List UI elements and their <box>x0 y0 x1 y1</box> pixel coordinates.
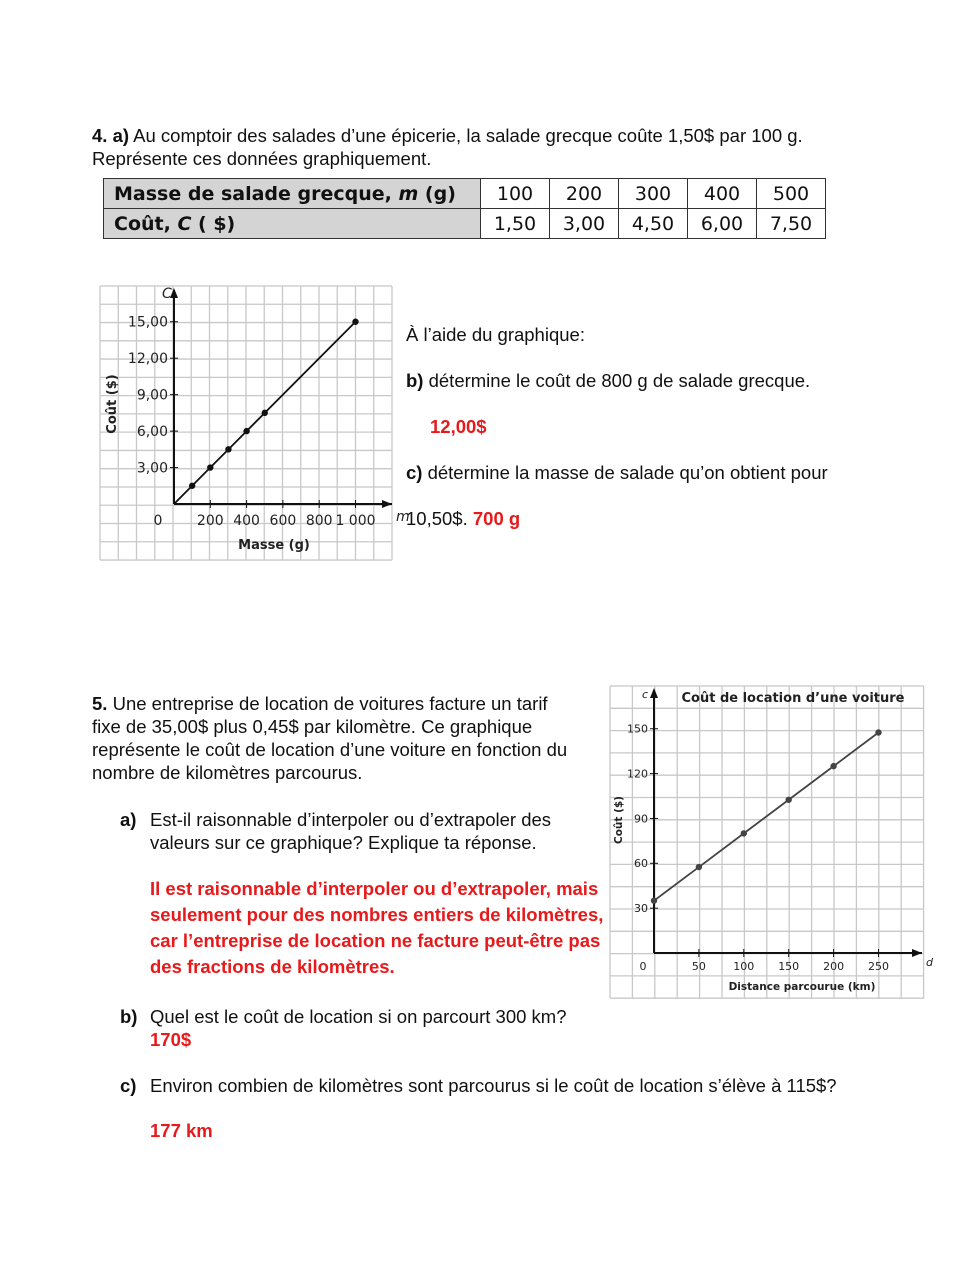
q4-b: b) détermine le coût de 800 g de salade grecque. <box>406 370 811 391</box>
y-tick-label: 9,00 <box>136 387 168 404</box>
y-tick-label: 150 <box>627 722 648 736</box>
x-axis-arrow-icon <box>382 500 392 508</box>
y-tick-label: 60 <box>634 857 648 871</box>
origin-label: 0 <box>153 513 163 529</box>
x-axis-title: Masse (g) <box>238 538 310 553</box>
q5-a-text: Est-il raisonnable d’interpoler ou d’extrapoler des valeurs sur ce graphique? Explique ta réponse. <box>150 809 552 853</box>
y-tick-label: 15,00 <box>127 314 168 331</box>
q5-c: Environ combien de kilomètres sont parcourus si le coût de location s’élève à 115$? <box>150 1075 837 1096</box>
q4-c: c) détermine la masse de salade qu’on obtient pour <box>406 462 828 483</box>
y-axis-arrow-icon <box>650 688 658 698</box>
y-var-label: c <box>642 688 649 701</box>
data-point <box>262 410 268 416</box>
q4-intro: 4. a) Au comptoir des salades d’une épicerie, la salade grecque coûte 1,50$ par 100 g. Représente ces données graphiquement. <box>92 125 803 169</box>
data-point <box>207 464 213 470</box>
row-header-cout: Coût, C ( $) <box>104 209 481 239</box>
table-cell: 400 <box>688 179 757 209</box>
table-cell: 3,00 <box>550 209 619 239</box>
table-cell: 300 <box>619 179 688 209</box>
q5-a-answer: Il est raisonnable d’interpoler ou d’extrapoler, mais seulement pour des nombres entiers de kilomètres, car l’entreprise de location ne facture peut-être pas des fractions de kilomètres. <box>150 878 604 977</box>
row-header-masse: Masse de salade grecque, m (g) <box>104 179 481 209</box>
x-tick-label: 1 000 <box>335 513 376 529</box>
chart-title: Coût de location d’une voiture <box>681 691 905 706</box>
y-axis-title: Coût ($) <box>613 796 625 844</box>
y-tick-label: 90 <box>634 812 648 826</box>
data-point <box>243 428 249 434</box>
q4-c-answer: 700 g <box>472 508 521 529</box>
x-tick-label: 100 <box>733 960 755 973</box>
q5-c-answer: 177 km <box>150 1120 213 1141</box>
x-tick-label: 800 <box>305 513 333 529</box>
data-point <box>651 897 657 903</box>
q5-a: a) <box>120 809 137 830</box>
table-cell: 6,00 <box>688 209 757 239</box>
origin-label: 0 <box>639 960 647 973</box>
q5-intro: 5. Une entreprise de location de voitures facture un tarif fixe de 35,00$ plus 0,45$ par kilomètre. Ce graphique représente le coût de location d’une voiture en fonction du nombre de kilomètres parcourus. <box>92 693 568 783</box>
x-var-label: d <box>926 956 933 969</box>
x-tick-label: 200 <box>823 960 845 973</box>
data-point <box>741 830 747 836</box>
q4-aide: À l’aide du graphique: <box>406 324 585 345</box>
x-axis-arrow-icon <box>912 949 922 957</box>
table-cell: 200 <box>550 179 619 209</box>
x-var-label: m <box>396 509 410 525</box>
x-tick-label: 250 <box>868 960 889 973</box>
x-tick-label: 400 <box>233 513 260 529</box>
data-point <box>189 483 195 489</box>
table-cell: 4,50 <box>619 209 688 239</box>
table-cell: 500 <box>757 179 826 209</box>
y-tick-label: 6,00 <box>136 424 168 440</box>
y-tick-label: 120 <box>627 767 648 781</box>
q4-c-line2: 10,50$. 700 g <box>406 508 521 529</box>
data-point <box>875 729 881 735</box>
q5-b-answer: 170$ <box>150 1029 192 1050</box>
x-tick-label: 50 <box>691 960 706 973</box>
data-point <box>225 446 231 452</box>
table-cell: 1,50 <box>481 209 550 239</box>
y-tick-label: 30 <box>634 902 648 915</box>
x-tick-label: 150 <box>778 960 800 973</box>
y-axis-title: Coût ($) <box>105 374 120 434</box>
q5-b: Quel est le coût de location si on parcourt 300 km? 170$ <box>150 1006 567 1050</box>
data-point <box>696 864 702 870</box>
data-point <box>786 797 792 803</box>
data-point <box>830 763 836 769</box>
table-cell: 100 <box>481 179 550 209</box>
y-tick-label: 12,00 <box>127 351 168 368</box>
table-cell: 7,50 <box>757 209 826 239</box>
q4-b-answer: 12,00$ <box>430 416 487 437</box>
y-var-label: C <box>162 286 172 302</box>
data-point <box>352 319 358 325</box>
y-tick-label: 3,00 <box>136 460 168 477</box>
x-axis-title: Distance parcourue (km) <box>728 981 876 993</box>
x-tick-label: 600 <box>269 513 297 529</box>
x-tick-label: 200 <box>196 513 224 529</box>
